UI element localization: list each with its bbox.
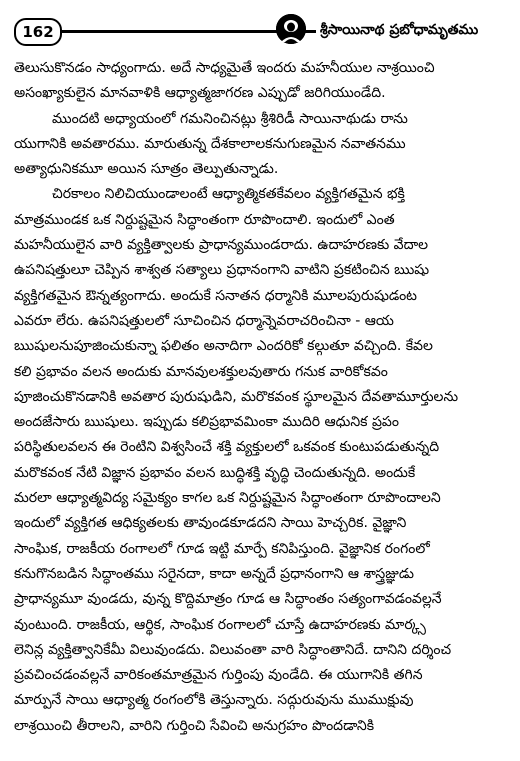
text-line: ప్రవచించడంవల్లనే వారికంతమాత్రమైన గుర్తింపు వుండేది. ఈ యుగానికి తగిన [14,667,423,684]
sai-baba-portrait-icon [276,14,306,44]
text-line: మార్పునే సాయి ఆధ్యాత్మ రంగంలోకి తెస్తున్నారు. సద్గురువును ముముక్షువు [14,692,414,709]
text-line: ఇందులో వ్యక్తిగత ఆధిక్యతలకు తావుండకూడదని సాయి హెచ్చరిక. వైజ్ఞాని [14,515,407,532]
text-line: మహనీయులైన వారి వ్యక్తిత్వాలకు ప్రాధాన్యముండరాదు. ఉదాహరణకు వేదాల [14,237,429,254]
page-number: 162 [14,18,62,46]
text-line: చిరకాలం నిలిచియుండాలంటే ఆధ్యాత్మికతకేవలం వ్యక్తిగతమైన భక్తి [52,186,405,203]
page-header [8,14,520,48]
text-line: అసంఖ్యాకులైన మానవాళికి ఆధ్యాత్మజాగరణ ఎప్పుడో జరిగియుండేది. [14,85,386,102]
text-line: కలి ప్రభావం వలన అందుకు మానవులశక్తులవుతారు గనుక వారికోకవం [14,363,388,380]
text-line: పరిస్థితులవలన ఈ రెంటిని విశ్వసించే శక్తి వ్యక్తులలో ఒకవంక కుంటుపడుతున్నది [14,439,440,456]
text-line: ఋషులనుపూజించుకున్నా ఫలితం అనాదిగా ఎందరికో కల్గుతూ వచ్చింది. కేవల [14,338,433,355]
text-line: తెలుసుకొనడం సాధ్యంగాదు. అదే సాధ్యమైతే ఇందరు మహనీయుల నాశ్రయించి [14,60,435,76]
text-line: కనుగొనబడిన సిద్ధాంతము సరైనదా, కాదా అన్నదే ప్రధానంగాని ఆ శాస్త్రజ్ఞుడు [14,565,415,582]
text-line: వుంటుంది. రాజకీయ, ఆర్థిక, సాంఘిక రంగాలలో చూస్తే ఉదాహరణకు మార్క్స [14,616,426,633]
text-line: మరొకవంక నేటి విజ్ఞాన ప్రభావం వలన బుద్ధిశక్తి వృద్ధి చెందుతున్నది. అందుకే [14,464,416,481]
text-line: అందజేసారు ఋషులు. ఇప్పుడు కలిప్రభావమింకా ముదిరి ఆధునిక ప్రపం [14,414,399,431]
text-line: యుగానికి అవతారము. మారుతున్న దేశకాలాలకనుగుణమైన నవాతనము [14,135,406,152]
text-line: సాంఘిక, రాజకీయ రంగాలలో గూడ ఇట్టి మార్పే కనిపిస్తుంది. వైజ్ఞానిక రంగంలో [14,540,430,557]
text-line: వ్యక్తిగతమైన ఔన్నత్యంగాదు. అందుకే సనాతన ధర్మానికి మూలపురుషుడంట [14,287,417,304]
text-line: పూజించుకొనడానికి అవతార పురుషుడిని, మరొకవంక స్థూలమైన దేవతామూర్తులను [14,388,459,405]
page-body [14,56,514,739]
text-line: అత్యాధునికమూ అయిన సూత్రం తెల్పుతున్నాడు. [14,161,279,178]
text-line: ఉపనిషత్తులూ చెప్పిన శాశ్వత సత్యాలు ప్రధానంగాని వాటిని ప్రకటించిన ఋషు [14,262,430,279]
text-line: ప్రాధాన్యమూ వుండదు, వున్న కొద్దిమాత్రం గూడ ఆ సిద్ధాంతం సత్యంగావడంవల్లనే [14,591,442,608]
book-title: శ్రీసాయినాథ ప్రబోధామృతము [316,18,520,42]
text-line: ముందటి అధ్యాయంలో గమనించినట్లు శ్రీశిరిడీ సాయినాథుడు రాను [52,110,408,127]
text-line: లెనిన్ల వ్యక్తిత్వానికేమీ విలువుండదు. విలువంతా వారి సిద్ధాంతానిదే. దానిని దర్శించ [14,641,452,658]
text-line: మాత్రముండక ఒక నిర్దుష్టమైన సిద్ధాంతంగా రూపొందాలి. ఇందులో ఎంత [14,211,395,228]
text-line: మరలా ఆధ్యాత్మవిద్య సమైక్యం కాగల ఒక నిర్దుష్టమైన సిద్ధాంతంగా రూపొందాలని [14,490,441,507]
text-line: లాశ్రయించి తీరాలని, వారిని గుర్తించి సేవించి అనుగ్రహం పొందడానికి [14,717,375,734]
text-line: ఎవరూ లేరు. ఉపనిషత్తులలో సూచించిన ధర్మాన్నెవరాచరించినా - ఆయ [14,312,394,329]
